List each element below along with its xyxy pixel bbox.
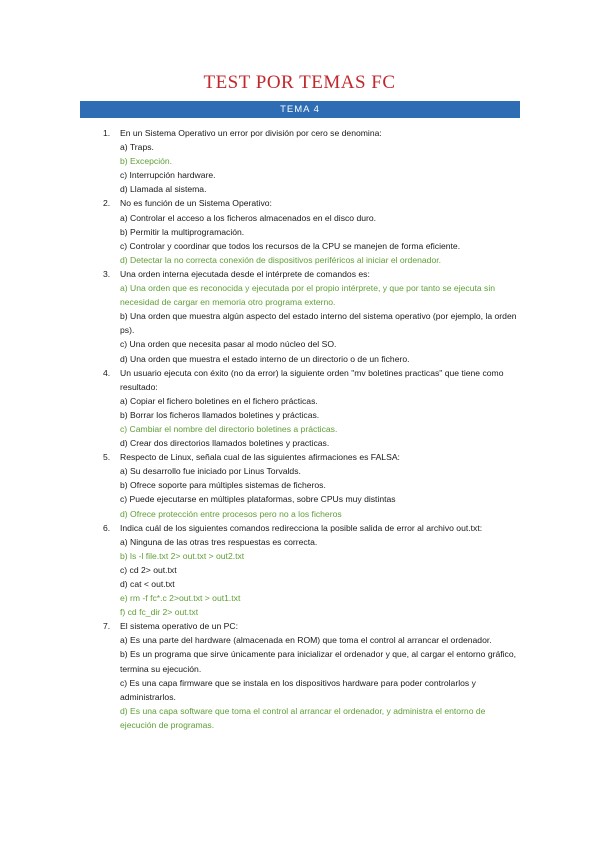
answer-option: a) Es una parte del hardware (almacenada en ROM) que toma el control al arrancar el ordenador. — [120, 635, 492, 646]
answer-option: b) Una orden que muestra algún aspecto del estado interno del sistema operativo (por ejemplo, la orden ps). — [120, 311, 517, 336]
question-item — [100, 366, 518, 451]
answer-options — [120, 281, 518, 366]
question-item — [100, 521, 518, 620]
question-item — [100, 196, 518, 266]
question-item — [100, 126, 518, 196]
question-item — [100, 450, 518, 520]
correct-answer-option: b) Excepción. — [120, 156, 173, 167]
answer-option: a) Ninguna de las otras tres respuestas es correcta. — [120, 536, 318, 547]
answer-option: b) Es un programa que sirve únicamente para inicializar el ordenador y que, al cargar el entorno gráfico, termina su ejecución. — [120, 649, 517, 674]
answer-option: c) Una orden que necesita pasar al modo núcleo del SO. — [120, 339, 337, 350]
question-text: Respecto de Linux, señala cual de las siguientes afirmaciones es FALSA: — [120, 452, 400, 463]
question-list — [100, 126, 518, 732]
answer-option: a) Su desarrollo fue iniciado por Linus Torvalds. — [120, 466, 301, 477]
section-header — [80, 101, 520, 118]
answer-option: d) Crear dos directorios llamados boletines y practicas. — [120, 438, 330, 449]
question-item — [100, 267, 518, 366]
correct-answer-option: b) ls -l file.txt 2> out.txt > out2.txt — [120, 550, 245, 561]
answer-option: b) Borrar los ficheros llamados boletines y prácticas. — [120, 409, 320, 420]
correct-answer-option: e) rm -f fc*.c 2>out.txt > out1.txt — [120, 593, 241, 604]
answer-option: c) Puede ejecutarse en múltiples plataformas, sobre CPUs muy distintas — [120, 494, 396, 505]
answer-option: d) Llamada al sistema. — [120, 184, 207, 195]
correct-answer-option: d) Es una capa software que toma el control al arrancar el ordenador, y administra el entorno de ejecución de programas. — [120, 705, 486, 730]
answer-options — [120, 633, 518, 732]
correct-answer-option: d) Detectar la no correcta conexión de dispositivos periféricos al iniciar el ordenador. — [120, 254, 441, 265]
question-item — [100, 619, 518, 732]
answer-option: a) Copiar el fichero boletines en el fichero prácticas. — [120, 395, 318, 406]
answer-options — [120, 394, 518, 450]
answer-option: c) Es una capa firmware que se instala en los dispositivos hardware para poder controlarlos y administrarlos. — [120, 677, 476, 702]
answer-option: c) cd 2> out.txt — [120, 564, 177, 575]
question-number: 1. — [103, 128, 111, 138]
document-title: TEST POR TEMAS FC — [203, 72, 396, 93]
answer-option: a) Controlar el acceso a los ficheros almacenados en el disco duro. — [120, 212, 377, 223]
answer-options — [120, 535, 518, 620]
answer-options — [120, 464, 518, 520]
answer-option: b) Permitir la multiprogramación. — [120, 226, 245, 237]
question-text: Una orden interna ejecutada desde el intérprete de comandos es: — [120, 268, 370, 279]
question-number: 6. — [103, 522, 111, 533]
answer-options — [120, 140, 518, 196]
answer-option: c) Interrupción hardware. — [120, 170, 216, 181]
question-number: 2. — [103, 198, 111, 209]
correct-answer-option: c) Cambiar el nombre del directorio boletines a prácticas. — [120, 423, 338, 434]
answer-option: c) Controlar y coordinar que todos los recursos de la CPU se manejen de forma eficiente. — [120, 240, 461, 251]
answer-option: d) cat < out.txt — [120, 579, 175, 589]
question-number: 4. — [103, 367, 111, 378]
answer-option: d) Una orden que muestra el estado interno de un directorio o de un fichero. — [120, 353, 410, 364]
correct-answer-option: f) cd fc_dir 2> out.txt — [120, 607, 199, 618]
question-text: En un Sistema Operativo un error por división por cero se denomina: — [120, 128, 382, 138]
question-text: Indica cuál de los siguientes comandos redirecciona la posible salida de error al archivo out.txt: — [120, 522, 483, 533]
question-number: 7. — [103, 621, 111, 632]
section-header-label: TEMA 4 — [280, 104, 320, 115]
question-text: El sistema operativo de un PC: — [120, 621, 238, 632]
answer-options — [120, 211, 518, 267]
answer-option: b) Ofrece soporte para múltiples sistemas de ficheros. — [120, 480, 326, 491]
question-text: Un usuario ejecuta con éxito (no da error) la siguiente orden "mv boletines practicas" que tiene como resultado: — [120, 367, 504, 392]
question-number: 3. — [103, 268, 111, 279]
question-number: 5. — [103, 452, 111, 463]
question-text: No es función de un Sistema Operativo: — [120, 198, 272, 209]
correct-answer-option: d) Ofrece protección entre procesos pero no a los ficheros — [120, 508, 342, 519]
correct-answer-option: a) Una orden que es reconocida y ejecutada por el propio intérprete, y que por tanto se ejecuta sin necesidad de cargar en memoria otro programa externo. — [120, 283, 496, 308]
answer-option: a) Traps. — [120, 142, 154, 153]
